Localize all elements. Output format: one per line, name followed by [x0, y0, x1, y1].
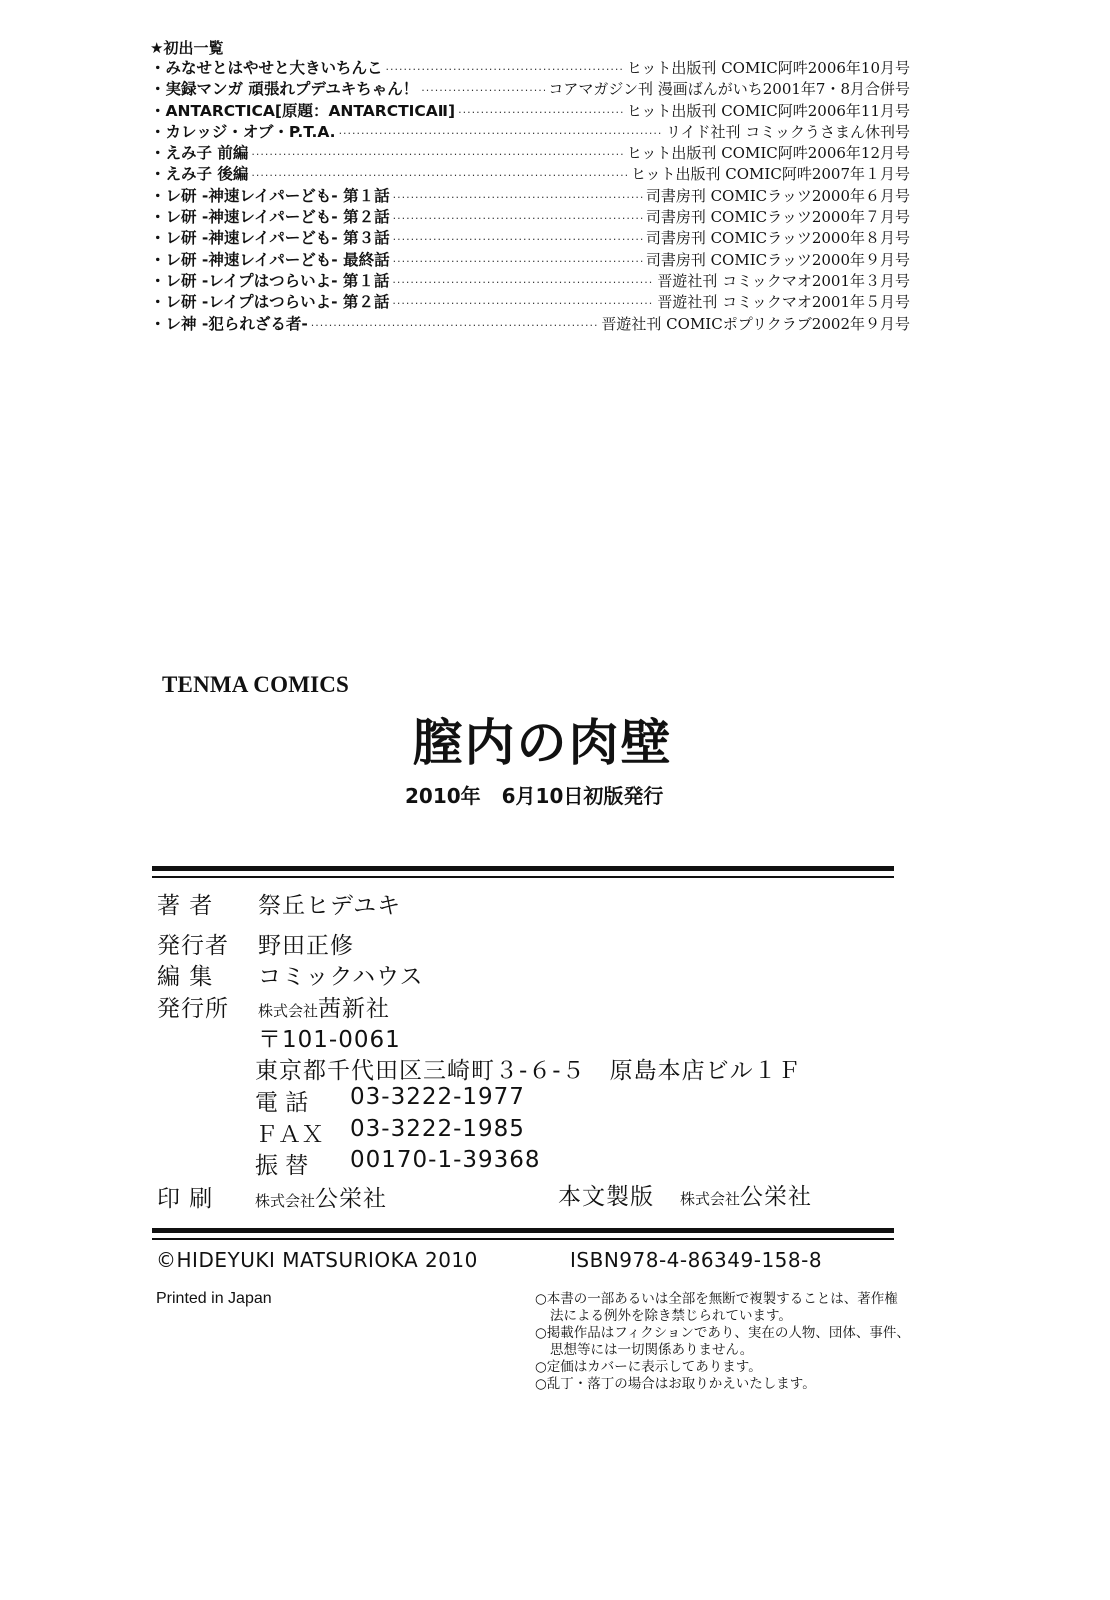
plate-company-prefix: 株式会社: [680, 1190, 741, 1208]
source-row: [150, 207, 910, 228]
leader-dots: [251, 144, 623, 165]
publisher-address: 東京都千代田区三崎町３-６-５ 原島本店ビル１Ｆ: [255, 1058, 802, 1084]
tel-number: 03-3222-1977: [350, 1084, 525, 1110]
copyright-line: ©HIDEYUKI MATSURIOKA 2010: [156, 1248, 478, 1272]
source-title: ・レ研 -神速レイパーども- 第２話: [150, 208, 390, 227]
source-title: ・レ研 -神速レイパーども- 最終話: [150, 250, 390, 269]
leader-dots: [458, 102, 624, 123]
source-publication: ヒット出版刊 COMIC阿吽2006年12月号: [626, 144, 910, 163]
printer-name: [255, 1180, 387, 1213]
notice-item: ○掲載作品はフィクションであり、実在の人物、団体、事件、思想等には一切関係ありません。: [535, 1325, 910, 1358]
first-appearance-list: [150, 38, 910, 335]
leader-dots: [393, 229, 643, 250]
imprint-label: TENMA COMICS: [162, 672, 350, 697]
leader-dots: [392, 293, 654, 314]
source-publication: ヒット出版刊 COMIC阿吽2006年10月号: [626, 59, 910, 77]
tel-label: 電 話: [255, 1090, 309, 1116]
source-title: ・レ研 -レイプはつらいよ- 第１話: [150, 271, 390, 290]
source-row: [150, 186, 910, 207]
source-publication: 晋遊社刊 COMICポプリクラブ2002年９月号: [601, 314, 910, 333]
source-row: [150, 314, 910, 335]
printer-company-prefix: 株式会社: [255, 1192, 316, 1210]
leader-dots: [393, 208, 643, 229]
notice-item: ○乱丁・落丁の場合はお取りかえいたします。: [535, 1376, 816, 1392]
source-publication: 司書房刊 COMICラッツ2000年６月号: [645, 186, 910, 205]
source-row: [150, 79, 910, 100]
publisher-name: [258, 990, 390, 1023]
source-publication: 晋遊社刊 コミックマオ2001年３月号: [657, 271, 910, 290]
source-row: [150, 292, 910, 313]
divider-top-thin: [152, 876, 894, 878]
source-title: ・実録マンガ 頑張れプデユキちゃん！: [150, 80, 419, 99]
source-publication: ヒット出版刊 COMIC阿吽2006年11月号: [626, 101, 910, 120]
publisher-person-name: 野田正修: [258, 933, 354, 959]
source-title: ・レ研 -レイプはつらいよ- 第２話: [150, 293, 390, 312]
source-row: [150, 228, 910, 249]
isbn: ISBN978-4-86349-158-8: [570, 1248, 823, 1272]
leader-dots: [393, 187, 643, 208]
legal-notices: [535, 1291, 910, 1393]
fax-number: 03-3222-1985: [350, 1116, 525, 1142]
leader-dots: [311, 315, 599, 336]
first-appearance-rows: [150, 58, 910, 335]
notice-item: ○定価はカバーに表示してあります。: [535, 1359, 762, 1375]
plate-company: 公栄社: [740, 1184, 813, 1210]
source-title: ・レ研 -神速レイパーども- 第１話: [150, 186, 390, 205]
publisher-person-label: 発行者: [157, 933, 229, 959]
postal-code: 〒101-0061: [258, 1027, 401, 1053]
source-publication: 司書房刊 COMICラッツ2000年７月号: [645, 208, 910, 227]
source-publication: 司書房刊 COMICラッツ2000年８月号: [645, 229, 910, 248]
plate-label: 本文製版: [558, 1184, 654, 1210]
publisher-label: 発行所: [157, 996, 229, 1022]
author-label: 著 者: [157, 893, 214, 919]
fax-label: ＦＡＸ: [255, 1122, 324, 1148]
divider-bottom-thick: [152, 1228, 894, 1233]
leader-dots: [393, 251, 643, 272]
leader-dots: [251, 165, 628, 186]
source-row: [150, 122, 910, 143]
leader-dots: [392, 272, 654, 293]
book-title: 膣内の肉壁: [412, 714, 673, 772]
notice-item: ○本書の一部あるいは全部を無断で複製することは、著作権法による例外を除き禁じられています。: [535, 1291, 898, 1324]
print-label: 印 刷: [157, 1186, 214, 1212]
source-title: ・えみ子 後編: [150, 165, 249, 184]
source-title: ・カレッジ・オブ・P.T.A.: [150, 122, 336, 141]
source-publication: リイド社刊 コミックうさまん休刊号: [665, 122, 910, 141]
divider-bottom-thin: [152, 1238, 894, 1240]
divider-top-thick: [152, 866, 894, 871]
source-row: [150, 143, 910, 164]
editor-name: コミックハウス: [258, 964, 424, 990]
publisher-company: 茜新社: [318, 996, 391, 1022]
publisher-company-prefix: 株式会社: [258, 1002, 319, 1020]
editor-label: 編 集: [157, 964, 214, 990]
source-title: ・ANTARCTICA[原題：ANTARCTICAⅡ]: [150, 101, 456, 120]
leader-dots: [339, 123, 663, 144]
source-publication: ヒット出版刊 COMIC阿吽2007年１月号: [630, 165, 910, 184]
printer-company: 公栄社: [315, 1186, 388, 1212]
source-title: ・レ研 -神速レイパーども- 第３話: [150, 229, 390, 248]
source-row: [150, 164, 910, 185]
leader-dots: [421, 80, 545, 101]
source-title: ・みなせとはやせと大きいちんこ: [150, 59, 383, 77]
source-publication: コアマガジン刊 漫画ばんがいち2001年7・8月合併号: [548, 80, 910, 99]
edition-date: 2010年 6月10日初版発行: [405, 784, 664, 808]
source-title: ・レ神 -犯られざる者-: [150, 314, 308, 333]
source-title: ・えみ子 前編: [150, 144, 249, 163]
transfer-number: 00170-1-39368: [350, 1147, 541, 1173]
printed-in: Printed in Japan: [156, 1290, 272, 1307]
source-row: [150, 250, 910, 271]
source-row: [150, 271, 910, 292]
source-row: [150, 58, 910, 79]
source-row: [150, 101, 910, 122]
transfer-label: 振 替: [255, 1153, 309, 1179]
source-publication: 司書房刊 COMICラッツ2000年９月号: [645, 250, 910, 269]
source-publication: 晋遊社刊 コミックマオ2001年５月号: [657, 293, 910, 312]
author-name: 祭丘ヒデユキ: [258, 893, 402, 919]
first-appearance-heading: ★初出一覧: [150, 39, 224, 57]
leader-dots: [386, 59, 624, 80]
plate-maker: [680, 1178, 812, 1211]
